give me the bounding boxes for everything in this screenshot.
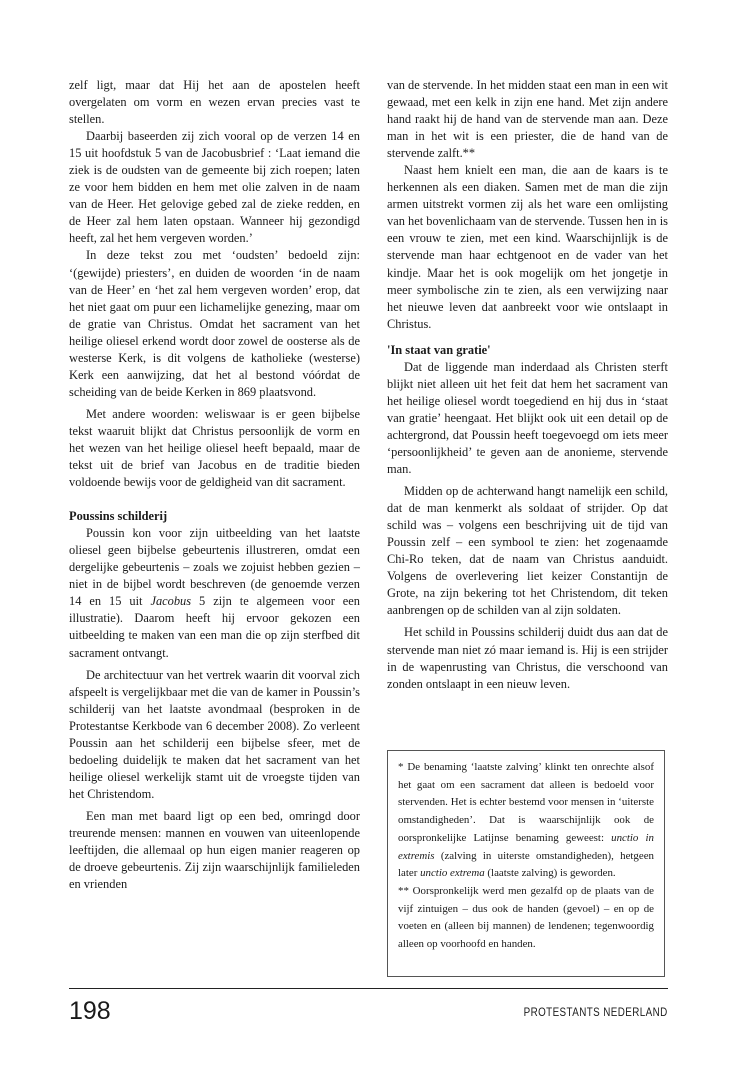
left-column [69,77,360,893]
paragraph: Daarbij baseerden zij zich vooral op de verzen 14 en 15 uit hoofdstuk 5 van de Jacobusbrief : ‘Laat iemand die ziek is de oudsten van de gemeente bij zich roepen; laten ze voor hem bidden en hem met olie zalven in de naam van de Heer. Het gelovige gebed zal de zieke redden, en de Heer zal hem laten opstaan. Wanneer hij gezondigd heeft, zal het hem vergeven worden.’ [69,129,360,246]
paragraph: Naast hem knielt een man, die aan de kaars is te herkennen als een diaken. Samen met de man die zijn armen uitstrekt vormen zij als het ware een omlijsting van het bovenlichaam van de stervende. Tussen hen in is een vrouw te zien, met een kind. Waarschijnlijk is de stervende man haar echtgenoot en de vader van het kindje. Maar het is ook mogelijk om het jongetje in meer symbolische zin te zien, als een verwijzing naar het nieuwe leven dat aanbreekt voor wie ontslaapt in Christus. [387,163,668,331]
paragraph: Een man met baard ligt op een bed, omringd door treurende mensen: mannen en vouwen van uiteenlopende leeftijden, die allemaal op hun eigen manier reageren op de droeve gebeurtenis. Zij zijn waarschijnlijk familieleden en vrienden [69,808,360,892]
paragraph: zelf ligt, maar dat Hij het aan de apostelen heeft overgelaten om vorm en wezen ervan precies vast te stellen. [69,78,360,127]
paragraph: van de stervende. In het midden staat een man in een wit gewaad, met een kelk in zijn ene hand. Met zijn andere hand raakt hij de hand van de stervende man aan. Deze man in het wit is een priester, die de hand van de stervende zalft.** [387,78,668,161]
paragraph [69,525,360,661]
italic-run: Jacobus [150,594,192,609]
footnote-box [387,750,665,977]
section-heading: Poussins schilderij [69,509,168,524]
paragraph: De architectuur van het vertrek waarin dit voorval zich afspeelt is vergelijkbaar met die van de kamer in Poussin’s schilderij van het laatste avondmaal (besproken in de Protestantse Kerkbode van 6 december 2008). Zo verleent Poussin aan het schilderij een bijbelse sfeer, met de bedoeling duidelijk te maken dat het sacrament van het heilige oliesel werkelijk stamt uit de vroegste tijden van het Christendom. [69,667,360,801]
footnote [398,759,654,883]
italic-run: unctio extrema [420,867,485,880]
footer-rule [69,988,668,989]
paragraph: In deze tekst zou met ‘oudsten’ bedoeld zijn: ‘(gewijde) priesters’, en duiden de woorden ‘in de naam van de Heer’ en ‘het zal hem vergeven worden’ erop, dat het niet gaat om puur een lichamelijke genezing, maar om de gratie van Christus. Omdat het sacrament van het heilige oliesel erkend wordt door zowel de oosterse als de westerse Kerk, is dit volgens de katholieke (westerse) Kerk een aanwijzing, dat het al bestond vóórdat de scheiding van de beide Kerken in 869 plaatsvond. [69,248,360,399]
publication-name: PROTESTANTS NEDERLAND [523,1005,668,1019]
text-run: (zalving in uiterste omstandigheden), hetgeen later [398,849,654,880]
text-run: Poussin kon voor zijn uitbeelding van het laatste oliesel geen bijbelse gebeurtenis illustreren, omdat een dergelijke gebeurtenis – zoals we zojuist hebben gezien – niet in de bijbel wordt beschreven (de genoemde verzen 14 en 15 uit [69,526,360,609]
paragraph: Midden op de achterwand hangt namelijk een schild, dat de man kenmerkt als soldaat of strijder. Op dat schild was – volgens een beschrijving uit de tijd van Poussin zelf – een symbool te zien: het zogenaamde Chi-Ro teken, dat de naam van Christus aanduidt. Volgens de overlevering liet keizer Constantijn de Grote, na zijn bekering tot het Christendom, dit teken aanbrengen op de schilden van al zijn soldaten. [387,484,668,618]
text-run: * De benaming ‘laatste zalving’ klinkt ten onrechte alsof het gaat om een sacrament dat alleen is bedoeld voor stervenden. Het is echter bestemd voor mensen in ‘uiterste omstandigheden’. Dat is waarschijnlijk ook de oorspronkelijke Latijnse benaming geweest: [398,761,654,844]
right-column [387,77,668,693]
footnote: ** Oorspronkelijk werd men gezalfd op de plaats van de vijf zintuigen – dus ook de handen (gevoel) – en op de voeten en (alleen bij mannen) de lendenen; tegenwoordig alleen op voorhoofd en handen. [398,884,654,951]
text-run: (laatste zalving) is geworden. [484,867,616,880]
italic-run: unctio in extremis [398,831,654,862]
text-run: 5 zijn te algemeen voor een illustratie). Daarom heeft hij ervoor gekozen een uitbeelding te maken van een man die op zijn sterfbed dit sacrament ontvangt. [69,594,360,660]
paragraph: Met andere woorden: weliswaar is er geen bijbelse tekst waaruit blijkt dat Christus persoonlijk de vorm en het wezen van het heilige oliesel heeft bepaald, maar de tekst uit de brief van Jacobus en de traditie bieden voldoende bewijs voor de geldigheid van dit sacrament. [69,406,360,490]
paragraph: Het schild in Poussins schilderij duidt dus aan dat de stervende man niet zó maar iemand is. Hij is een strijder in de wapenrusting van Christus, die verschoond van zonden ontslaapt in een nieuw leven. [387,625,668,691]
paragraph: Dat de liggende man inderdaad als Christen sterft blijkt niet alleen uit het feit dat hem het sacrament van het heilige oliesel wordt toegediend en hij dus in ‘staat van gratie’ heengaat. Het blijkt ook uit een detail op de achtergrond, dat Poussin heeft toegevoegd om iets meer ‘persoonlijkheid’ te geven aan de anonieme, stervende man. [387,359,668,477]
section-heading: 'In staat van gratie' [387,342,491,357]
page-number: 198 [69,997,111,1025]
